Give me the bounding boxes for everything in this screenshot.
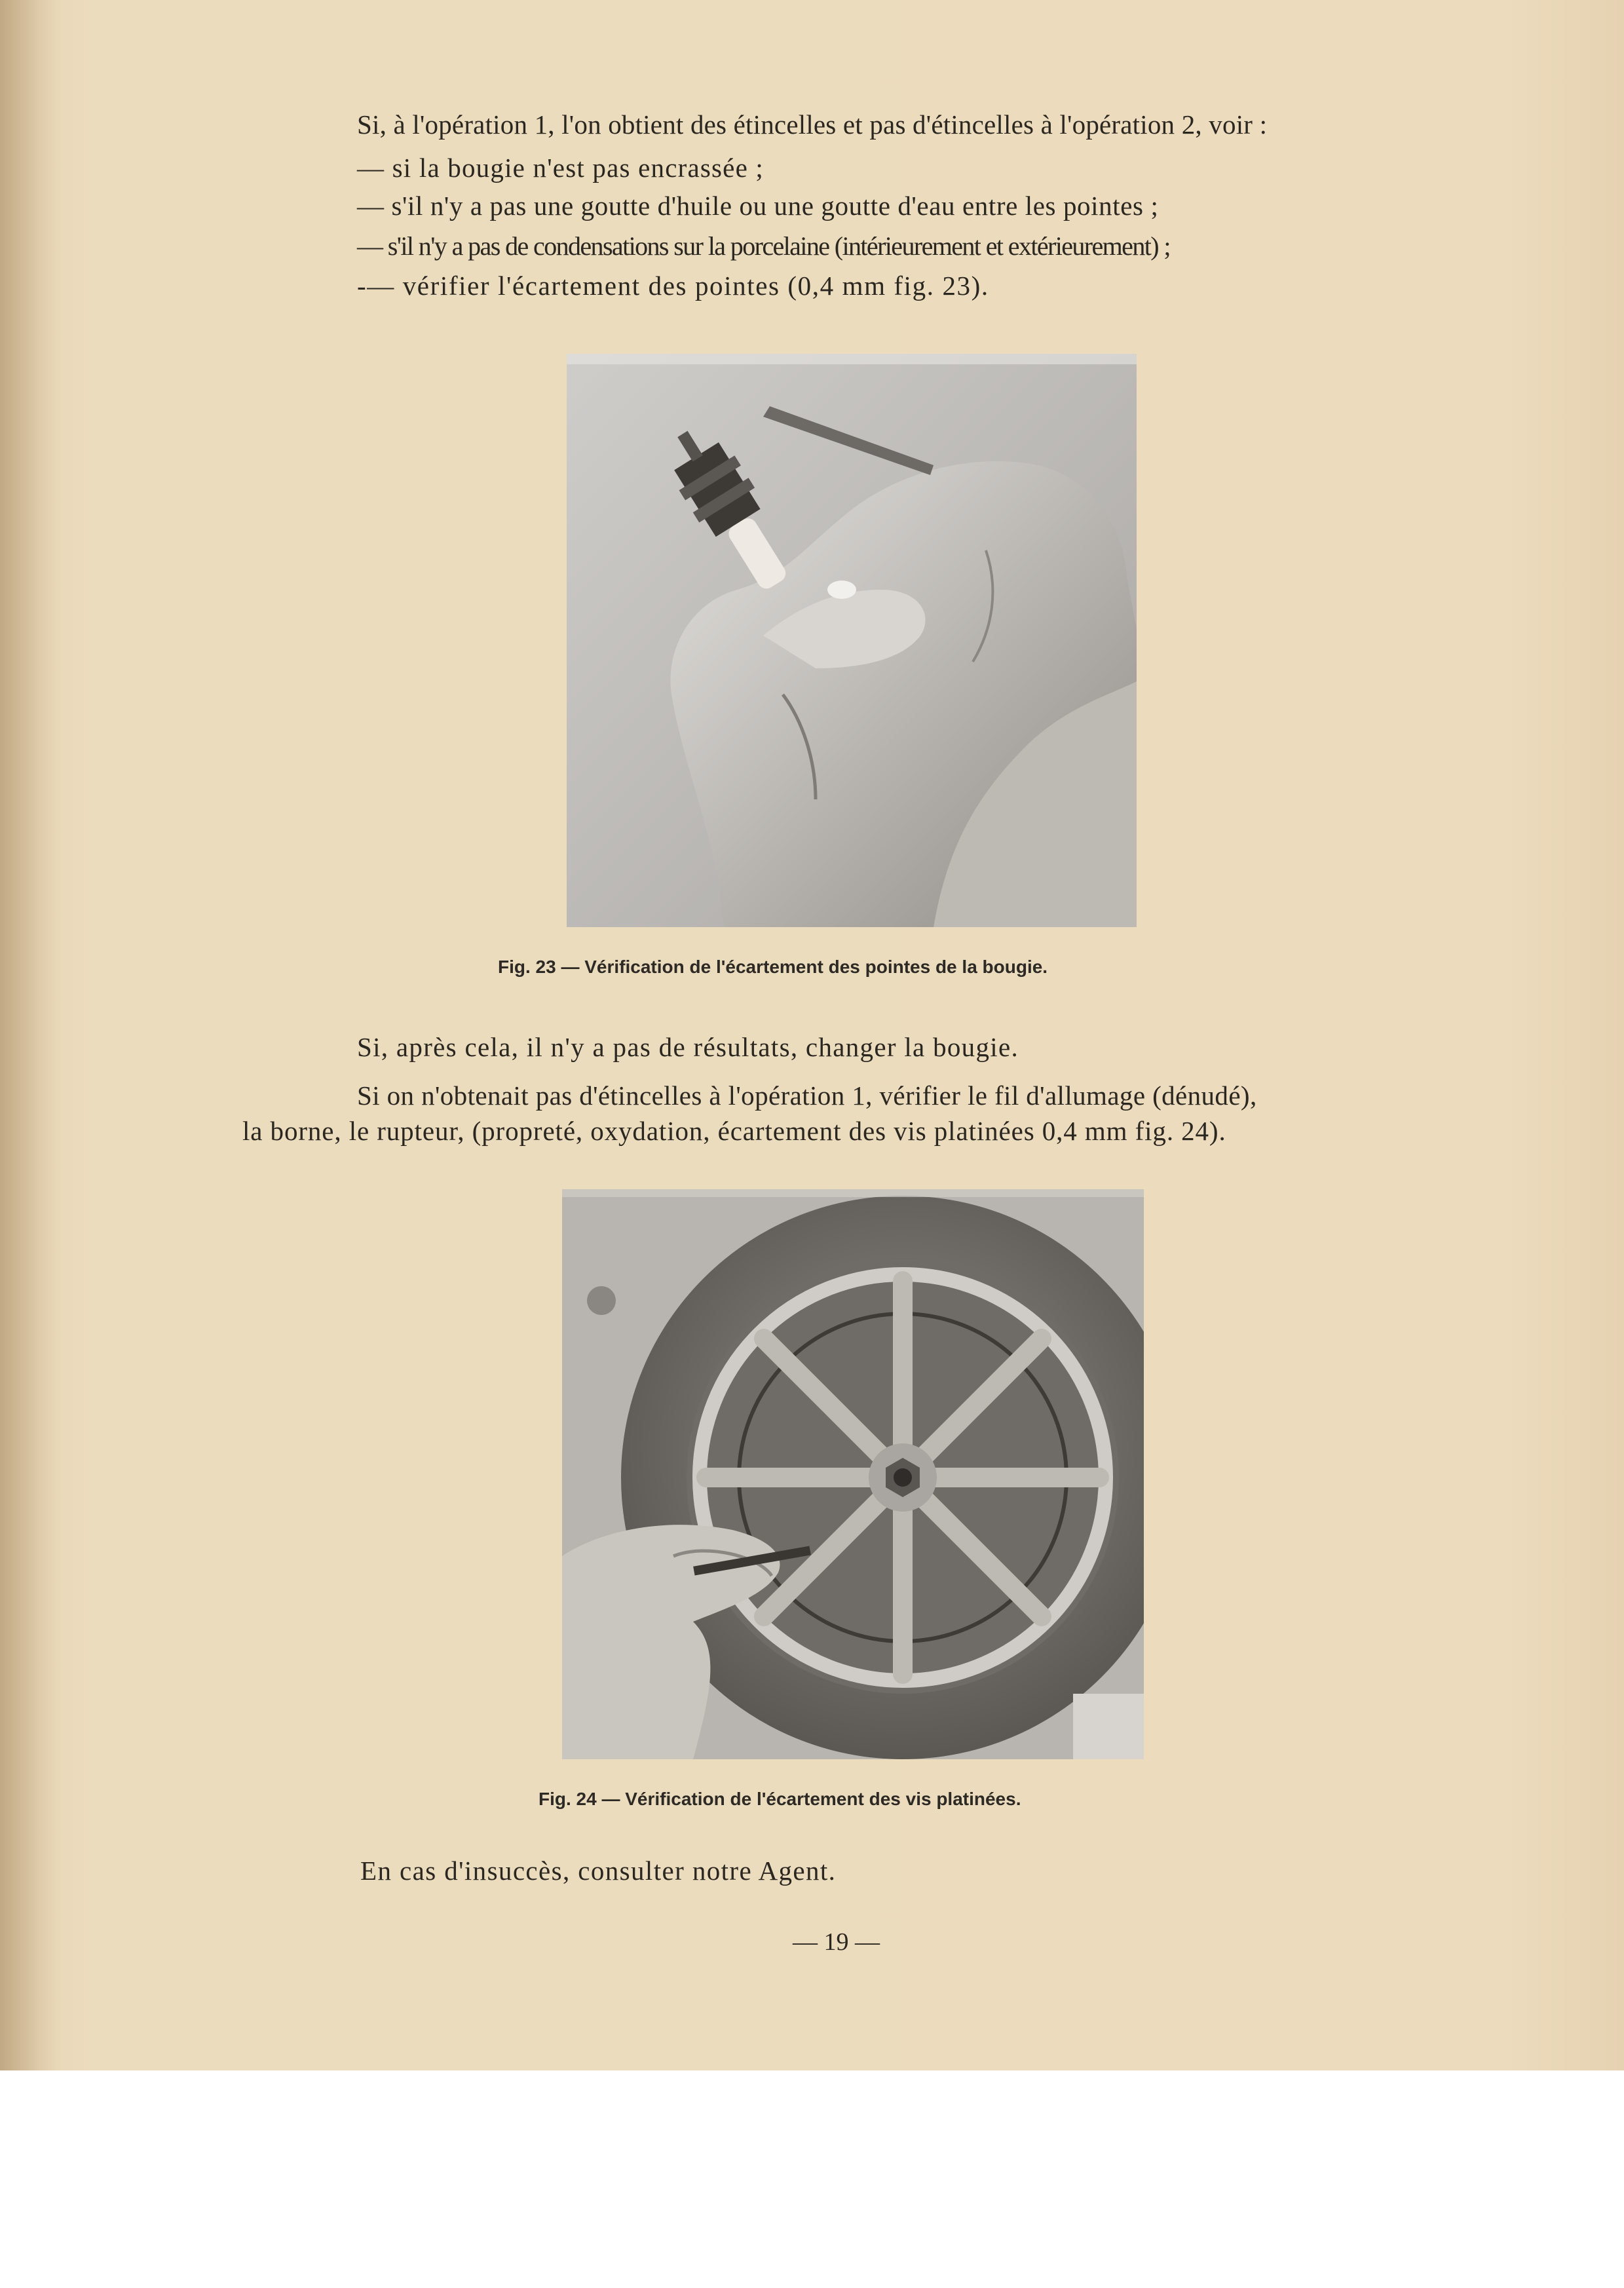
intro-item-1: — si la bougie n'est pas encrassée ; <box>357 153 765 183</box>
intro-item-2: — s'il n'y a pas une goutte d'huile ou une goutte d'eau entre les pointes ; <box>357 191 1159 221</box>
check-line-1: Si on n'obtenait pas d'étincelles à l'opération 1, vérifier le fil d'allumage (dénudé), <box>357 1080 1257 1111</box>
figure-24-caption: Fig. 24 — Vérification de l'écartement des vis platinées. <box>538 1789 1021 1809</box>
intro-item-4: -— vérifier l'écartement des pointes (0,4 mm fig. 23). <box>357 271 989 301</box>
closing-line: En cas d'insuccès, consulter notre Agent. <box>360 1856 837 1886</box>
check-line-2: la borne, le rupteur, (propreté, oxydation, écartement des vis platinées 0,4 mm fig. 24). <box>242 1116 1226 1146</box>
figure-23-photo <box>567 354 1137 927</box>
page-number: — 19 — <box>793 1928 880 1956</box>
figure-24-photo <box>562 1189 1144 1759</box>
figure-23-caption: Fig. 23 — Vérification de l'écartement des pointes de la bougie. <box>498 957 1048 977</box>
intro-item-3: — s'il n'y a pas de condensations sur la porcelaine (intérieurement et extérieurement) ; <box>357 231 1170 261</box>
intro-line: Si, à l'opération 1, l'on obtient des étincelles et pas d'étincelles à l'opération 2, voir : <box>357 109 1268 140</box>
result-line: Si, après cela, il n'y a pas de résultats, changer la bougie. <box>357 1032 1019 1062</box>
